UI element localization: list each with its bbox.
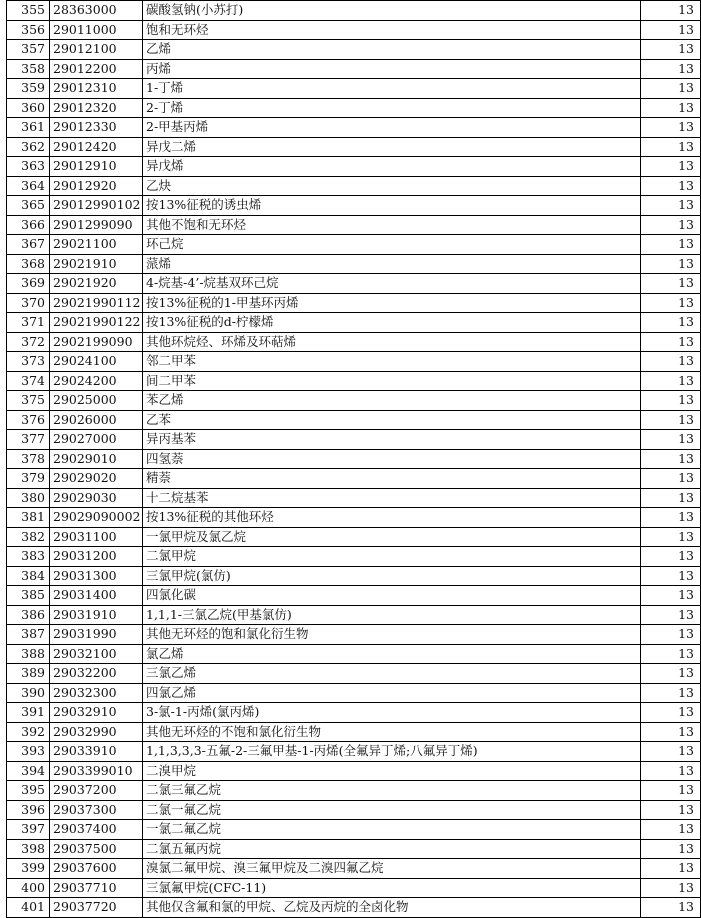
commodity-code-cell: 29027000 — [50, 430, 143, 450]
commodity-code-cell: 29012920 — [50, 176, 143, 196]
commodity-code-cell: 29033910 — [50, 742, 143, 762]
tax-rate-cell: 13 — [641, 644, 701, 664]
commodity-name-cell: 按13%征税的1-甲基环丙烯 — [143, 293, 641, 313]
row-number-cell: 370 — [7, 293, 50, 313]
tax-rate-cell: 13 — [641, 566, 701, 586]
tax-rate-cell: 13 — [641, 332, 701, 352]
commodity-code-cell: 2901299090 — [50, 215, 143, 235]
row-number-cell: 376 — [7, 410, 50, 430]
commodity-name-cell: 三氯甲烷(氯仿) — [143, 566, 641, 586]
table-row — [7, 1, 701, 21]
row-number-cell: 365 — [7, 196, 50, 216]
table-row — [7, 20, 701, 40]
table-row — [7, 800, 701, 820]
row-number-cell: 390 — [7, 683, 50, 703]
commodity-name-cell: 三氯乙烯 — [143, 664, 641, 684]
table-row — [7, 508, 701, 528]
table-row — [7, 683, 701, 703]
row-number-cell: 396 — [7, 800, 50, 820]
commodity-name-cell: 其他环烷烃、环烯及环萜烯 — [143, 332, 641, 352]
table-row — [7, 371, 701, 391]
row-number-cell: 399 — [7, 859, 50, 879]
row-number-cell: 386 — [7, 605, 50, 625]
tax-rate-cell: 13 — [641, 293, 701, 313]
commodity-name-cell: 其他仅含氟和氯的甲烷、乙烷及丙烷的全卤化物 — [143, 898, 641, 918]
table-row — [7, 820, 701, 840]
tax-rate-cell: 13 — [641, 508, 701, 528]
commodity-code-cell: 29037300 — [50, 800, 143, 820]
row-number-cell: 400 — [7, 878, 50, 898]
commodity-code-cell: 29024200 — [50, 371, 143, 391]
tax-rate-cell: 13 — [641, 79, 701, 99]
commodity-code-cell: 29032100 — [50, 644, 143, 664]
table-row — [7, 59, 701, 79]
row-number-cell: 379 — [7, 469, 50, 489]
table-row — [7, 625, 701, 645]
table-row — [7, 410, 701, 430]
commodity-code-cell: 29031200 — [50, 547, 143, 567]
commodity-code-cell: 29026000 — [50, 410, 143, 430]
table-row — [7, 605, 701, 625]
commodity-name-cell: 二溴甲烷 — [143, 761, 641, 781]
commodity-name-cell: 邻二甲苯 — [143, 352, 641, 372]
commodity-code-cell: 29029020 — [50, 469, 143, 489]
row-number-cell: 361 — [7, 118, 50, 138]
row-number-cell: 367 — [7, 235, 50, 255]
tax-rate-cell: 13 — [641, 235, 701, 255]
commodity-code-cell: 29012100 — [50, 40, 143, 60]
commodity-name-cell: 4-烷基-4’-烷基双环己烷 — [143, 274, 641, 294]
table-row — [7, 274, 701, 294]
commodity-code-cell: 29032200 — [50, 664, 143, 684]
row-number-cell: 364 — [7, 176, 50, 196]
commodity-name-cell: 饱和无环烃 — [143, 20, 641, 40]
table-row — [7, 313, 701, 333]
table-row — [7, 332, 701, 352]
table-row — [7, 215, 701, 235]
commodity-code-cell: 29037720 — [50, 898, 143, 918]
row-number-cell: 394 — [7, 761, 50, 781]
table-row — [7, 235, 701, 255]
commodity-code-cell: 28363000 — [50, 1, 143, 21]
commodity-name-cell: 按13%征税的其他环烃 — [143, 508, 641, 528]
commodity-name-cell: 其他无环烃的不饱和氯化衍生物 — [143, 722, 641, 742]
commodity-name-cell: 间二甲苯 — [143, 371, 641, 391]
tax-rate-cell: 13 — [641, 410, 701, 430]
tax-rate-cell: 13 — [641, 215, 701, 235]
tax-rate-cell: 13 — [641, 488, 701, 508]
commodity-name-cell: 异戊二烯 — [143, 137, 641, 157]
row-number-cell: 373 — [7, 352, 50, 372]
commodity-code-cell: 29012990102 — [50, 196, 143, 216]
commodity-name-cell: 乙烯 — [143, 40, 641, 60]
commodity-code-cell: 29037200 — [50, 781, 143, 801]
commodity-code-cell: 29029090002 — [50, 508, 143, 528]
row-number-cell: 387 — [7, 625, 50, 645]
tax-rate-cell: 13 — [641, 586, 701, 606]
tax-rate-cell: 13 — [641, 118, 701, 138]
row-number-cell: 380 — [7, 488, 50, 508]
commodity-name-cell: 二氯甲烷 — [143, 547, 641, 567]
commodity-code-cell: 29021100 — [50, 235, 143, 255]
table-row — [7, 176, 701, 196]
row-number-cell: 388 — [7, 644, 50, 664]
commodity-code-cell: 29032300 — [50, 683, 143, 703]
tax-rate-cell: 13 — [641, 898, 701, 918]
row-number-cell: 397 — [7, 820, 50, 840]
commodity-name-cell: 四氢萘 — [143, 449, 641, 469]
tax-rate-cell: 13 — [641, 176, 701, 196]
table-row — [7, 878, 701, 898]
table-row — [7, 352, 701, 372]
table-row — [7, 781, 701, 801]
row-number-cell: 385 — [7, 586, 50, 606]
commodity-name-cell: 3-氯-1-丙烯(氯丙烯) — [143, 703, 641, 723]
commodity-name-cell: 其他无环烃的饱和氯化衍生物 — [143, 625, 641, 645]
tax-rate-cell: 13 — [641, 703, 701, 723]
table-row — [7, 98, 701, 118]
tax-rate-cell: 13 — [641, 274, 701, 294]
table-row — [7, 547, 701, 567]
commodity-name-cell: 二氯三氟乙烷 — [143, 781, 641, 801]
table-row — [7, 469, 701, 489]
table-row — [7, 742, 701, 762]
table-row — [7, 391, 701, 411]
tax-rate-cell: 13 — [641, 20, 701, 40]
tax-rate-cell: 13 — [641, 59, 701, 79]
row-number-cell: 358 — [7, 59, 50, 79]
tax-rate-cell: 13 — [641, 664, 701, 684]
tax-rate-cell: 13 — [641, 547, 701, 567]
tax-rate-cell: 13 — [641, 371, 701, 391]
commodity-code-cell: 29029010 — [50, 449, 143, 469]
table-row — [7, 644, 701, 664]
tax-rate-cell: 13 — [641, 469, 701, 489]
table-row — [7, 430, 701, 450]
row-number-cell: 366 — [7, 215, 50, 235]
commodity-code-cell: 29021990122 — [50, 313, 143, 333]
row-number-cell: 383 — [7, 547, 50, 567]
table-row — [7, 566, 701, 586]
commodity-code-cell: 29012330 — [50, 118, 143, 138]
commodity-code-cell: 29025000 — [50, 391, 143, 411]
commodity-code-cell: 29031100 — [50, 527, 143, 547]
commodity-code-cell: 29021910 — [50, 254, 143, 274]
tax-rate-cell: 13 — [641, 761, 701, 781]
tax-rate-cell: 13 — [641, 137, 701, 157]
commodity-name-cell: 溴氯二氟甲烷、溴三氟甲烷及二溴四氟乙烷 — [143, 859, 641, 879]
tax-rate-cell: 13 — [641, 98, 701, 118]
row-number-cell: 382 — [7, 527, 50, 547]
commodity-name-cell: 1,1,1-三氯乙烷(甲基氯仿) — [143, 605, 641, 625]
tax-rate-cell: 13 — [641, 820, 701, 840]
table-row — [7, 664, 701, 684]
table-row — [7, 137, 701, 157]
table-row — [7, 118, 701, 138]
row-number-cell: 359 — [7, 79, 50, 99]
commodity-name-cell: 丙烯 — [143, 59, 641, 79]
tax-rate-cell: 13 — [641, 625, 701, 645]
commodity-code-cell: 29031990 — [50, 625, 143, 645]
commodity-code-cell: 2902199090 — [50, 332, 143, 352]
row-number-cell: 356 — [7, 20, 50, 40]
row-number-cell: 360 — [7, 98, 50, 118]
commodity-name-cell: 环己烷 — [143, 235, 641, 255]
table-row — [7, 254, 701, 274]
tax-rate-cell: 13 — [641, 196, 701, 216]
commodity-code-cell: 2903399010 — [50, 761, 143, 781]
table-row — [7, 488, 701, 508]
commodity-code-cell: 29031300 — [50, 566, 143, 586]
row-number-cell: 378 — [7, 449, 50, 469]
tax-rate-cell: 13 — [641, 800, 701, 820]
row-number-cell: 369 — [7, 274, 50, 294]
commodity-name-cell: 2-丁烯 — [143, 98, 641, 118]
tax-rate-table — [6, 0, 701, 918]
row-number-cell: 395 — [7, 781, 50, 801]
commodity-name-cell: 按13%征税的诱虫烯 — [143, 196, 641, 216]
commodity-code-cell: 29037710 — [50, 878, 143, 898]
row-number-cell: 391 — [7, 703, 50, 723]
row-number-cell: 357 — [7, 40, 50, 60]
commodity-code-cell: 29037400 — [50, 820, 143, 840]
commodity-code-cell: 29012910 — [50, 157, 143, 177]
commodity-name-cell: 四氯乙烯 — [143, 683, 641, 703]
row-number-cell: 398 — [7, 839, 50, 859]
table-row — [7, 449, 701, 469]
row-number-cell: 389 — [7, 664, 50, 684]
table-row — [7, 859, 701, 879]
commodity-name-cell: 十二烷基苯 — [143, 488, 641, 508]
commodity-code-cell: 29021920 — [50, 274, 143, 294]
table-row — [7, 703, 701, 723]
tax-rate-cell: 13 — [641, 742, 701, 762]
commodity-name-cell: 碳酸氢钠(小苏打) — [143, 1, 641, 21]
commodity-name-cell: 精萘 — [143, 469, 641, 489]
commodity-name-cell: 1-丁烯 — [143, 79, 641, 99]
row-number-cell: 401 — [7, 898, 50, 918]
commodity-code-cell: 29011000 — [50, 20, 143, 40]
tax-rate-cell: 13 — [641, 859, 701, 879]
tax-rate-cell: 13 — [641, 1, 701, 21]
tax-rate-cell: 13 — [641, 839, 701, 859]
commodity-code-cell: 29031400 — [50, 586, 143, 606]
commodity-name-cell: 2-甲基丙烯 — [143, 118, 641, 138]
commodity-name-cell: 异戊烯 — [143, 157, 641, 177]
tax-rate-cell: 13 — [641, 878, 701, 898]
tax-rate-cell: 13 — [641, 449, 701, 469]
commodity-code-cell: 29012310 — [50, 79, 143, 99]
commodity-code-cell: 29031910 — [50, 605, 143, 625]
tax-rate-cell: 13 — [641, 352, 701, 372]
commodity-name-cell: 一氯二氟乙烷 — [143, 820, 641, 840]
tax-rate-cell: 13 — [641, 157, 701, 177]
commodity-code-cell: 29037500 — [50, 839, 143, 859]
tax-rate-cell: 13 — [641, 781, 701, 801]
commodity-code-cell: 29012320 — [50, 98, 143, 118]
table-row — [7, 898, 701, 918]
commodity-name-cell: 乙炔 — [143, 176, 641, 196]
tax-rate-cell: 13 — [641, 722, 701, 742]
commodity-code-cell: 29021990112 — [50, 293, 143, 313]
row-number-cell: 363 — [7, 157, 50, 177]
commodity-code-cell: 29012420 — [50, 137, 143, 157]
commodity-code-cell: 29032910 — [50, 703, 143, 723]
tax-rate-cell: 13 — [641, 430, 701, 450]
table-row — [7, 40, 701, 60]
commodity-name-cell: 苯乙烯 — [143, 391, 641, 411]
tax-rate-cell: 13 — [641, 40, 701, 60]
table-row — [7, 839, 701, 859]
row-number-cell: 355 — [7, 1, 50, 21]
row-number-cell: 368 — [7, 254, 50, 274]
commodity-name-cell: 1,1,3,3,3-五氟-2-三氟甲基-1-丙烯(全氟异丁烯;八氟异丁烯) — [143, 742, 641, 762]
tax-rate-cell: 13 — [641, 605, 701, 625]
commodity-name-cell: 二氯一氟乙烷 — [143, 800, 641, 820]
commodity-code-cell: 29032990 — [50, 722, 143, 742]
row-number-cell: 375 — [7, 391, 50, 411]
tax-rate-cell: 13 — [641, 391, 701, 411]
row-number-cell: 381 — [7, 508, 50, 528]
row-number-cell: 384 — [7, 566, 50, 586]
commodity-name-cell: 蒎烯 — [143, 254, 641, 274]
table-body — [7, 1, 701, 918]
commodity-name-cell: 一氯甲烷及氯乙烷 — [143, 527, 641, 547]
commodity-name-cell: 氯乙烯 — [143, 644, 641, 664]
commodity-code-cell: 29012200 — [50, 59, 143, 79]
table-row — [7, 293, 701, 313]
table-row — [7, 157, 701, 177]
tax-rate-cell: 13 — [641, 254, 701, 274]
commodity-code-cell: 29029030 — [50, 488, 143, 508]
row-number-cell: 377 — [7, 430, 50, 450]
row-number-cell: 374 — [7, 371, 50, 391]
commodity-name-cell: 三氯氟甲烷(CFC-11) — [143, 878, 641, 898]
table-row — [7, 722, 701, 742]
commodity-name-cell: 四氯化碳 — [143, 586, 641, 606]
tax-rate-cell: 13 — [641, 313, 701, 333]
table-row — [7, 79, 701, 99]
row-number-cell: 362 — [7, 137, 50, 157]
commodity-name-cell: 二氯五氟丙烷 — [143, 839, 641, 859]
table-row — [7, 761, 701, 781]
table-row — [7, 196, 701, 216]
tax-rate-cell: 13 — [641, 527, 701, 547]
commodity-name-cell: 其他不饱和无环烃 — [143, 215, 641, 235]
commodity-name-cell: 乙苯 — [143, 410, 641, 430]
table-row — [7, 527, 701, 547]
tax-rate-cell: 13 — [641, 683, 701, 703]
commodity-code-cell: 29037600 — [50, 859, 143, 879]
row-number-cell: 392 — [7, 722, 50, 742]
commodity-code-cell: 29024100 — [50, 352, 143, 372]
commodity-name-cell: 按13%征税的d-柠檬烯 — [143, 313, 641, 333]
row-number-cell: 372 — [7, 332, 50, 352]
row-number-cell: 371 — [7, 313, 50, 333]
commodity-name-cell: 异丙基苯 — [143, 430, 641, 450]
row-number-cell: 393 — [7, 742, 50, 762]
table-row — [7, 586, 701, 606]
